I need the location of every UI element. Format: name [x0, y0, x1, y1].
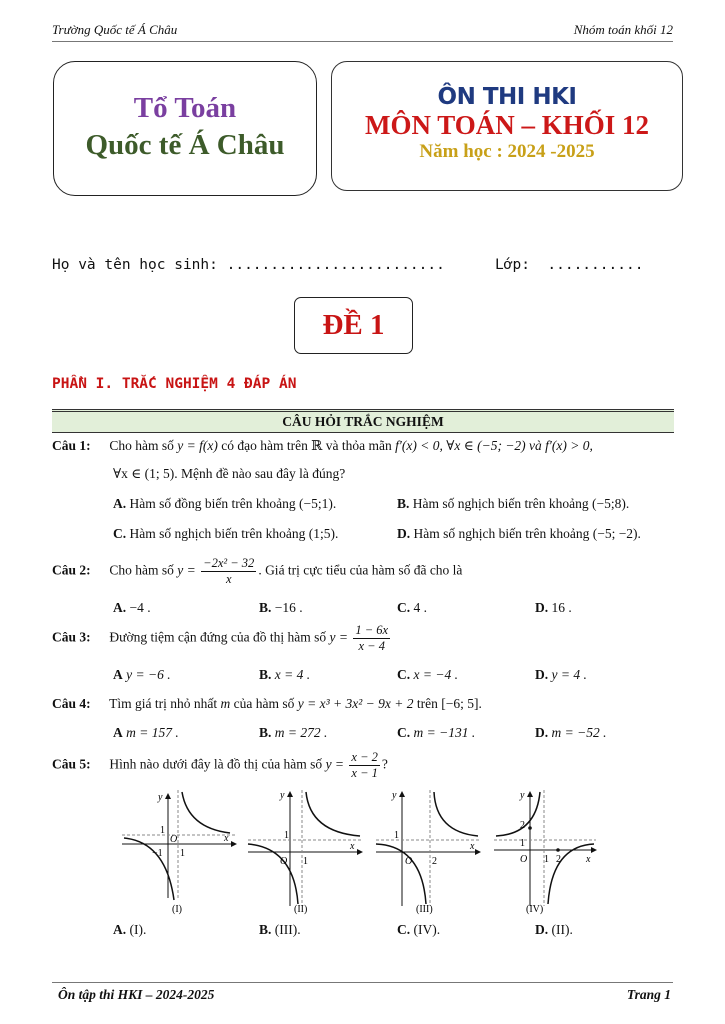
x-intercept-point — [556, 848, 560, 852]
exam-title: ĐỀ 1 — [294, 297, 413, 354]
question-math: y = x³ + 3x² − 9x + 2 — [297, 696, 414, 711]
option-a[interactable]: A y = −6 . — [113, 667, 171, 682]
option-c[interactable]: C. m = −131 . — [397, 725, 476, 740]
option-d[interactable]: D. m = −52 . — [535, 725, 607, 740]
footer-title: Ôn tập thi HKI – 2024-2025 — [58, 987, 215, 1002]
graph-2[interactable] — [248, 790, 362, 915]
curve-branch — [434, 792, 478, 836]
question-1-line2: ∀x ∈ (1; 5). Mệnh đề nào sau đây là đúng? — [113, 466, 346, 481]
tick-label: 1 — [544, 854, 549, 865]
option-a[interactable]: A m = 157 . — [113, 725, 179, 740]
question-text: của hàm số — [233, 696, 295, 711]
question-text: Cho hàm số — [109, 438, 174, 453]
graph-caption: (IV) — [526, 904, 544, 915]
axis-label: x — [470, 841, 475, 852]
subject-grade: MÔN TOÁN – KHỐI 12 — [364, 110, 650, 140]
axis-label: y — [280, 790, 285, 801]
student-name-field[interactable]: ......................... — [226, 257, 445, 273]
tick-label: 1 — [394, 830, 399, 841]
question-text: . Giá trị cực tiểu của hàm số đã cho là — [258, 562, 463, 578]
tick-label: 2 — [556, 854, 561, 865]
option-b[interactable]: B. x = 4 . — [259, 667, 311, 682]
tick-label: 1 — [303, 856, 308, 867]
student-class-label: Lớp: — [495, 257, 530, 273]
option-label: D. — [397, 526, 411, 541]
option-b[interactable] — [397, 496, 629, 512]
department-box — [53, 61, 317, 196]
tick-label: 1 — [160, 825, 165, 836]
option-text: Hàm số nghịch biến trên khoảng (1;5). — [129, 526, 339, 541]
option-c[interactable]: C. x = −4 . — [397, 667, 458, 682]
option-b[interactable]: B. −16 . — [259, 600, 303, 615]
option-text: Hàm số đồng biến trên khoảng (−5;1). — [129, 496, 337, 511]
exam-info-box — [331, 61, 683, 191]
student-name-label: Họ và tên học sinh: — [52, 257, 218, 273]
option-c[interactable] — [113, 526, 338, 542]
question-number: Câu 4: — [52, 696, 91, 711]
header-school: Trường Quốc tế Á Châu — [52, 22, 178, 37]
tick-label: 1 — [520, 838, 525, 849]
origin-label: O — [280, 856, 288, 867]
question-5 — [52, 750, 388, 781]
question-text: Tìm giá trị nhỏ nhất — [109, 696, 218, 711]
axis-label: x — [350, 841, 355, 852]
curve-branch — [548, 844, 594, 904]
function-graphs — [118, 788, 598, 916]
student-class-field[interactable]: ........... — [547, 257, 644, 273]
graph-caption: (I) — [172, 904, 182, 915]
question-text: có đạo hàm trên ℝ và thỏa mãn — [221, 438, 392, 453]
part-title: PHẦN I. TRẮC NGHIỆM 4 ĐÁP ÁN — [52, 376, 297, 392]
option-d[interactable] — [397, 526, 641, 542]
school-name: Quốc tế Á Châu — [85, 129, 285, 161]
question-math: y = — [177, 562, 196, 578]
tick-label: 1 — [180, 848, 185, 859]
question-3 — [52, 623, 392, 654]
y-intercept-point — [528, 826, 532, 830]
question-number: Câu 1: — [52, 438, 91, 453]
option-a[interactable]: A. (I). — [113, 922, 147, 937]
curve-branch — [182, 792, 230, 833]
question-math: m — [220, 696, 231, 711]
option-b[interactable]: B. (III). — [259, 922, 301, 937]
question-text: Đường tiệm cận đứng của đồ thị hàm số — [109, 629, 327, 645]
question-2 — [52, 556, 462, 587]
department-name: Tổ Toán — [133, 92, 237, 124]
tick-label: −1 — [152, 848, 163, 859]
header-divider — [52, 41, 673, 42]
graph-caption: (II) — [294, 904, 308, 915]
question-fraction: $\frac{x - 2}{x - 1}$ — [351, 750, 378, 780]
curve-branch — [496, 792, 540, 836]
option-d[interactable]: D. 16 . — [535, 600, 572, 615]
axis-label: y — [158, 792, 163, 803]
exam-term: ÔN THI HKI — [437, 84, 577, 110]
origin-label: O — [520, 854, 528, 865]
page-number: Trang 1 — [626, 987, 671, 1002]
origin-label: O — [405, 856, 413, 867]
option-label: B. — [397, 496, 410, 511]
option-c[interactable]: C. (IV). — [397, 922, 441, 937]
question-math: y = — [325, 756, 345, 772]
tick-label: 1 — [284, 830, 289, 841]
student-class-line — [495, 257, 643, 273]
option-label: C. — [113, 526, 127, 541]
curve-branch — [124, 838, 174, 900]
graph-3[interactable] — [376, 790, 480, 915]
question-math: f′(x) < 0, ∀x ∈ (−5; −2) và f′(x) > 0, — [395, 438, 593, 453]
question-text: Cho hàm số — [109, 562, 174, 578]
question-number: Câu 3: — [52, 629, 91, 645]
option-b[interactable]: B. m = 272 . — [259, 725, 328, 740]
curve-branch — [376, 844, 426, 904]
option-text: Hàm số nghịch biến trên khoảng (−5; −2). — [413, 526, 641, 541]
question-text: ? — [381, 756, 388, 772]
graph-caption: (III) — [416, 904, 433, 915]
question-text: trên [−6; 5]. — [416, 696, 482, 711]
option-label: A. — [113, 496, 127, 511]
origin-label: O — [170, 834, 178, 845]
footer-divider — [52, 982, 673, 983]
question-fraction: $\frac{1 - 6x}{x - 4}$ — [355, 623, 389, 653]
option-a[interactable]: A. −4 . — [113, 600, 151, 615]
header-group: Nhóm toán khối 12 — [573, 22, 673, 37]
question-math: y = — [329, 629, 348, 645]
student-name-line — [52, 257, 445, 273]
option-a[interactable] — [113, 496, 336, 512]
section-header: CÂU HỎI TRẮC NGHIỆM — [52, 409, 674, 433]
axis-label: y — [520, 790, 525, 801]
axis-label: x — [586, 854, 591, 865]
tick-label: 2 — [520, 820, 525, 831]
question-math: y = f(x) — [177, 438, 218, 453]
tick-label: 2 — [432, 856, 437, 867]
option-c[interactable]: C. 4 . — [397, 600, 427, 615]
axis-label: y — [392, 790, 397, 801]
question-number: Câu 2: — [52, 562, 91, 578]
school-year: Năm học : 2024 -2025 — [419, 141, 595, 162]
question-number: Câu 5: — [52, 756, 91, 772]
graph-4[interactable] — [494, 790, 596, 915]
question-4 — [52, 696, 482, 712]
question-fraction: $\frac{\text{−2x² − 32}}{x}$ — [203, 556, 255, 586]
option-d[interactable]: D. y = 4 . — [535, 667, 587, 682]
axis-label: x — [224, 833, 229, 844]
option-d[interactable]: D. (II). — [535, 922, 573, 937]
question-1 — [52, 438, 593, 454]
option-text: Hàm số nghịch biến trên khoảng (−5;8). — [412, 496, 630, 511]
question-text: Hình nào dưới đây là đồ thị của hàm số — [109, 756, 323, 772]
graph-1[interactable] — [122, 790, 236, 915]
curve-branch — [306, 792, 360, 836]
